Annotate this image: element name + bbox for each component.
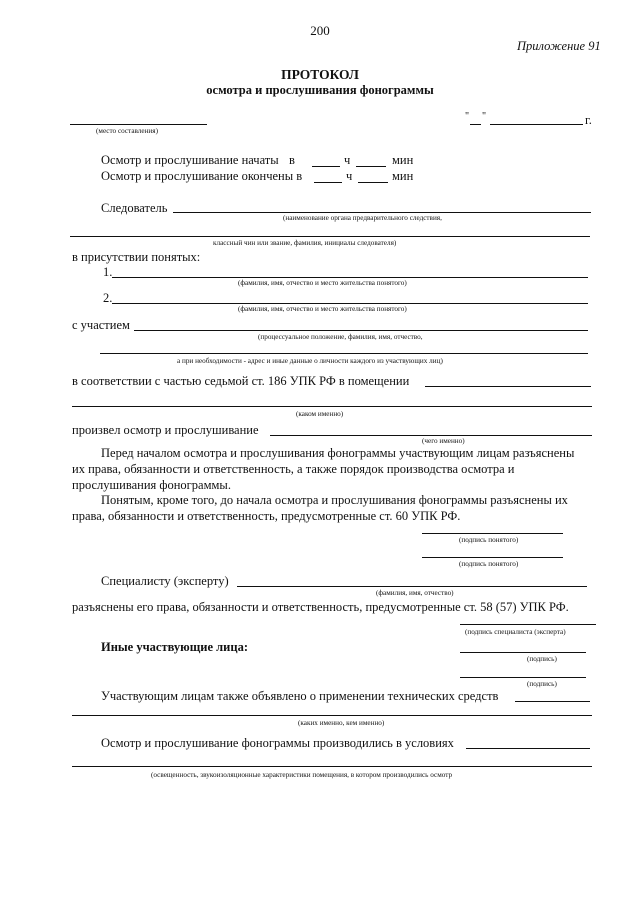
- end-minute-field[interactable]: [358, 182, 388, 183]
- place-field[interactable]: [70, 124, 207, 125]
- witness-1-caption: (фамилия, имя, отчество и место жительства понятого): [238, 279, 407, 287]
- start-h-unit: ч: [344, 153, 351, 167]
- tech-field-2[interactable]: [72, 715, 592, 716]
- performed-field[interactable]: [270, 435, 592, 436]
- conditions-field-2[interactable]: [72, 766, 592, 767]
- date-day-field[interactable]: [470, 124, 481, 125]
- specialist-rights: разъяснены его права, обязанности и ответственность, предусмотренные ст. 58 (57) УПК РФ.: [72, 600, 569, 614]
- document-title: ПРОТОКОЛ: [281, 67, 359, 82]
- investigator-field[interactable]: [173, 212, 591, 213]
- premises-caption: (каком именно): [296, 410, 344, 418]
- date-month-field[interactable]: [490, 124, 583, 125]
- witnesses-label: в присутствии понятых:: [72, 250, 201, 264]
- document-subtitle: осмотра и прослушивания фонограммы: [206, 83, 434, 97]
- start-hour-field[interactable]: [312, 166, 340, 167]
- witness-1-number: 1.: [103, 265, 113, 279]
- date-quote-close: ": [482, 111, 487, 122]
- tech-label: Участвующим лицам также объявлено о применении технических средств: [101, 689, 499, 703]
- others-label: Иные участвующие лица:: [101, 640, 248, 654]
- participation-caption-1: (процессуальное положение, фамилия, имя, отчество,: [258, 333, 423, 341]
- end-m-unit: мин: [392, 169, 414, 183]
- date-quote-open: ": [465, 111, 470, 122]
- participation-caption-2: а при необходимости - адрес и иные данные о личности каждого из участвующих лиц): [177, 357, 443, 365]
- start-minute-field[interactable]: [356, 166, 386, 167]
- place-caption: (место составления): [96, 127, 158, 135]
- appendix-label: Приложение 91: [517, 39, 601, 53]
- witness-signature-2-caption: (подпись понятого): [459, 560, 519, 568]
- participation-field[interactable]: [134, 330, 588, 331]
- end-hour-field[interactable]: [314, 182, 342, 183]
- investigator-caption-1: (наименование органа предварительного следствия,: [283, 214, 442, 222]
- others-signature-2-field[interactable]: [460, 677, 586, 678]
- performed-label: произвел осмотр и прослушивание: [72, 423, 259, 437]
- investigator-label: Следователь: [101, 201, 168, 215]
- witness-1-field[interactable]: [112, 277, 588, 278]
- date-year-suffix: г.: [585, 113, 592, 127]
- specialist-field[interactable]: [237, 586, 587, 587]
- specialist-signature-field[interactable]: [460, 624, 596, 625]
- witness-signature-2-field[interactable]: [422, 557, 563, 558]
- investigator-caption-2: классный чин или звание, фамилия, инициалы следователя): [213, 239, 397, 247]
- page-number: 200: [310, 23, 330, 38]
- premises-field-2[interactable]: [72, 406, 592, 407]
- start-v: в: [289, 153, 295, 167]
- witness-signature-1-field[interactable]: [422, 533, 563, 534]
- witness-2-number: 2.: [103, 291, 113, 305]
- specialist-label: Специалисту (эксперту): [101, 574, 229, 588]
- premises-field[interactable]: [425, 386, 591, 387]
- start-label: Осмотр и прослушивание начаты: [101, 153, 279, 167]
- specialist-caption: (фамилия, имя, отчество): [376, 589, 454, 597]
- witness-2-field[interactable]: [112, 303, 588, 304]
- others-signature-1-field[interactable]: [460, 652, 586, 653]
- conditions-caption: (освещенность, звукоизоляционные характеристики помещения, в котором производились осмотр: [151, 771, 453, 779]
- para1-line-2: их права, обязанности и ответственность, а также порядок производства осмотра и: [72, 462, 515, 476]
- specialist-signature-caption: (подпись специалиста (эксперта): [465, 628, 566, 636]
- end-label: Осмотр и прослушивание окончены в: [101, 169, 303, 183]
- investigator-field-2[interactable]: [70, 236, 590, 237]
- para1-line-1: Перед началом осмотра и прослушивания фонограммы участвующим лицам разъяснены: [101, 446, 575, 460]
- para2-line-1: Понятым, кроме того, до начала осмотра и прослушивания фонограммы разъяснены их: [101, 493, 568, 507]
- performed-caption: (чего именно): [422, 437, 465, 445]
- start-m-unit: мин: [392, 153, 414, 167]
- witness-2-caption: (фамилия, имя, отчество и место жительства понятого): [238, 305, 407, 313]
- participation-label: с участием: [72, 318, 130, 332]
- tech-caption: (каких именно, кем именно): [298, 719, 385, 727]
- tech-field[interactable]: [515, 701, 590, 702]
- end-h-unit: ч: [346, 169, 353, 183]
- premises-label: в соответствии с частью седьмой ст. 186 УПК РФ в помещении: [72, 374, 410, 388]
- conditions-label: Осмотр и прослушивание фонограммы производились в условиях: [101, 736, 454, 750]
- others-signature-2-caption: (подпись): [527, 680, 557, 688]
- witness-signature-1-caption: (подпись понятого): [459, 536, 519, 544]
- others-signature-1-caption: (подпись): [527, 655, 557, 663]
- para1-line-3: прослушивания фонограммы.: [72, 478, 231, 492]
- para2-line-2: права, обязанности и ответственность, предусмотренные ст. 60 УПК РФ.: [72, 509, 461, 523]
- conditions-field[interactable]: [466, 748, 590, 749]
- participation-field-2[interactable]: [100, 353, 588, 354]
